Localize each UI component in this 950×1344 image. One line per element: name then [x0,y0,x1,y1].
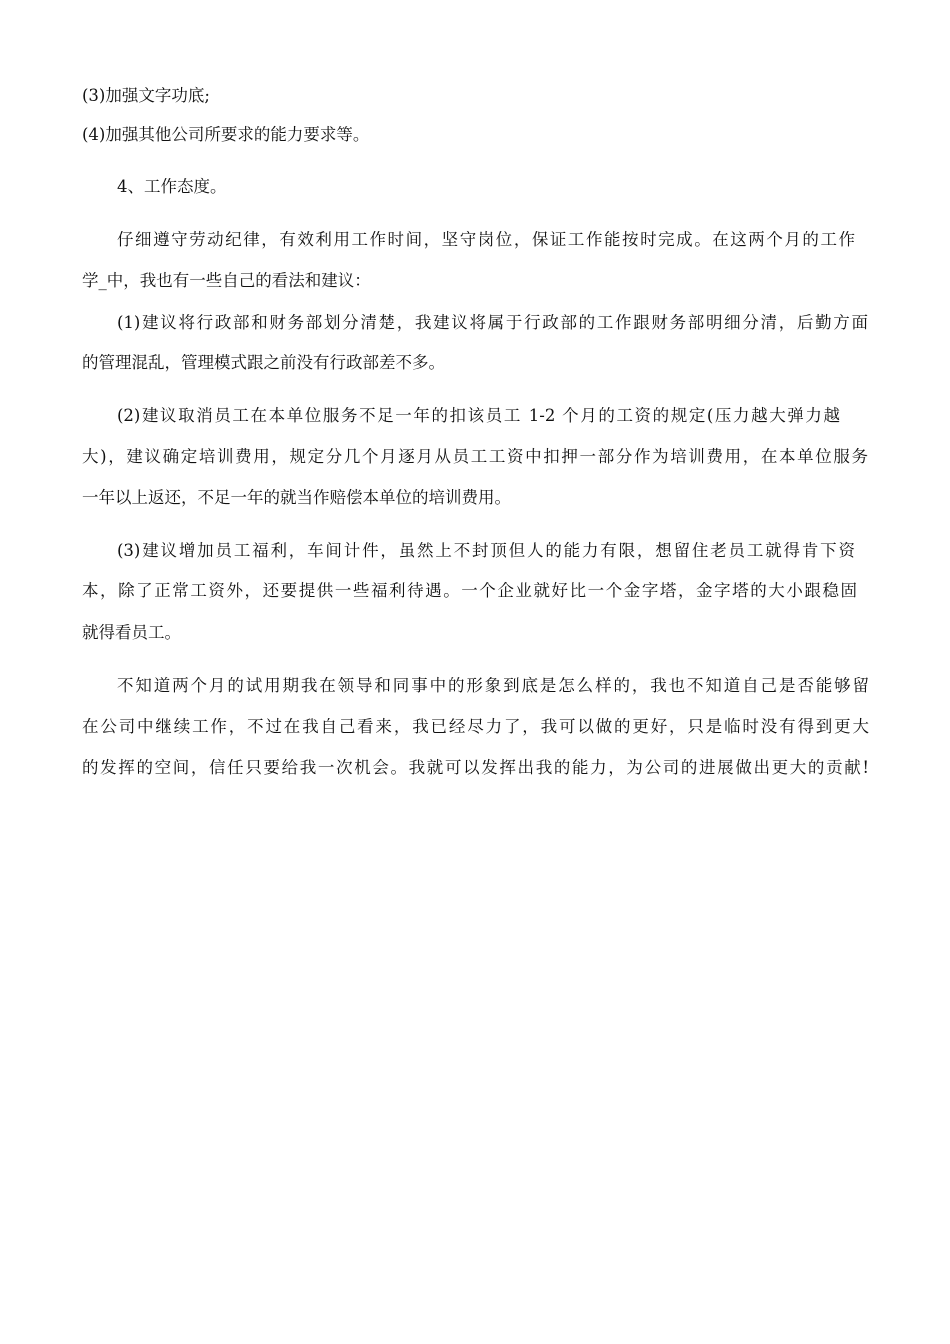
paragraph-line: 的发挥的空间，信任只要给我一次机会。我就可以发挥出我的能力，为公司的进展做出更大的贡献! [82,758,869,777]
paragraph-line: (1)建议将行政部和财务部划分清楚，我建议将属于行政部的工作跟财务部明细分清，后勤方面 [117,313,868,332]
paragraph-line: 本，除了正常工资外，还要提供一些福利待遇。一个企业就好比一个金字塔，金字塔的大小跟稳固 [82,581,857,600]
paragraph-line: 仔细遵守劳动纪律，有效利用工作时间，坚守岗位，保证工作能按时完成。在这两个月的工作 [117,230,855,249]
paragraph-line: 一年以上返还，不足一年的就当作赔偿本单位的培训费用。 [82,488,511,507]
paragraph-line: 学_中，我也有一些自己的看法和建议： [82,271,371,290]
paragraph-line: (3)建议增加员工福利，车间计件，虽然上不封顶但人的能力有限，想留住老员工就得肯下资 [117,541,855,560]
section-heading: 4、工作态度。 [117,177,227,196]
list-item: (3)加强文字功底; [82,86,210,105]
paragraph-line: 不知道两个月的试用期我在领导和同事中的形象到底是怎么样的，我也不知道自己是否能够留 [117,676,869,695]
paragraph-line: (2)建议取消员工在本单位服务不足一年的扣该员工 1-2 个月的工资的规定(压力越大弹力越 [117,406,840,425]
paragraph-line: 的管理混乱，管理模式跟之前没有行政部差不多。 [82,353,445,372]
paragraph-line: 就得看员工。 [82,623,181,642]
paragraph-line: 大)，建议确定培训费用，规定分几个月逐月从员工工资中扣押一部分作为培训费用，在本单位服务 [82,447,868,466]
paragraph-line: 在公司中继续工作，不过在我自己看来，我已经尽力了，我可以做的更好，只是临时没有得到更大 [82,717,869,736]
list-item: (4)加强其他公司所要求的能力要求等。 [82,125,370,144]
